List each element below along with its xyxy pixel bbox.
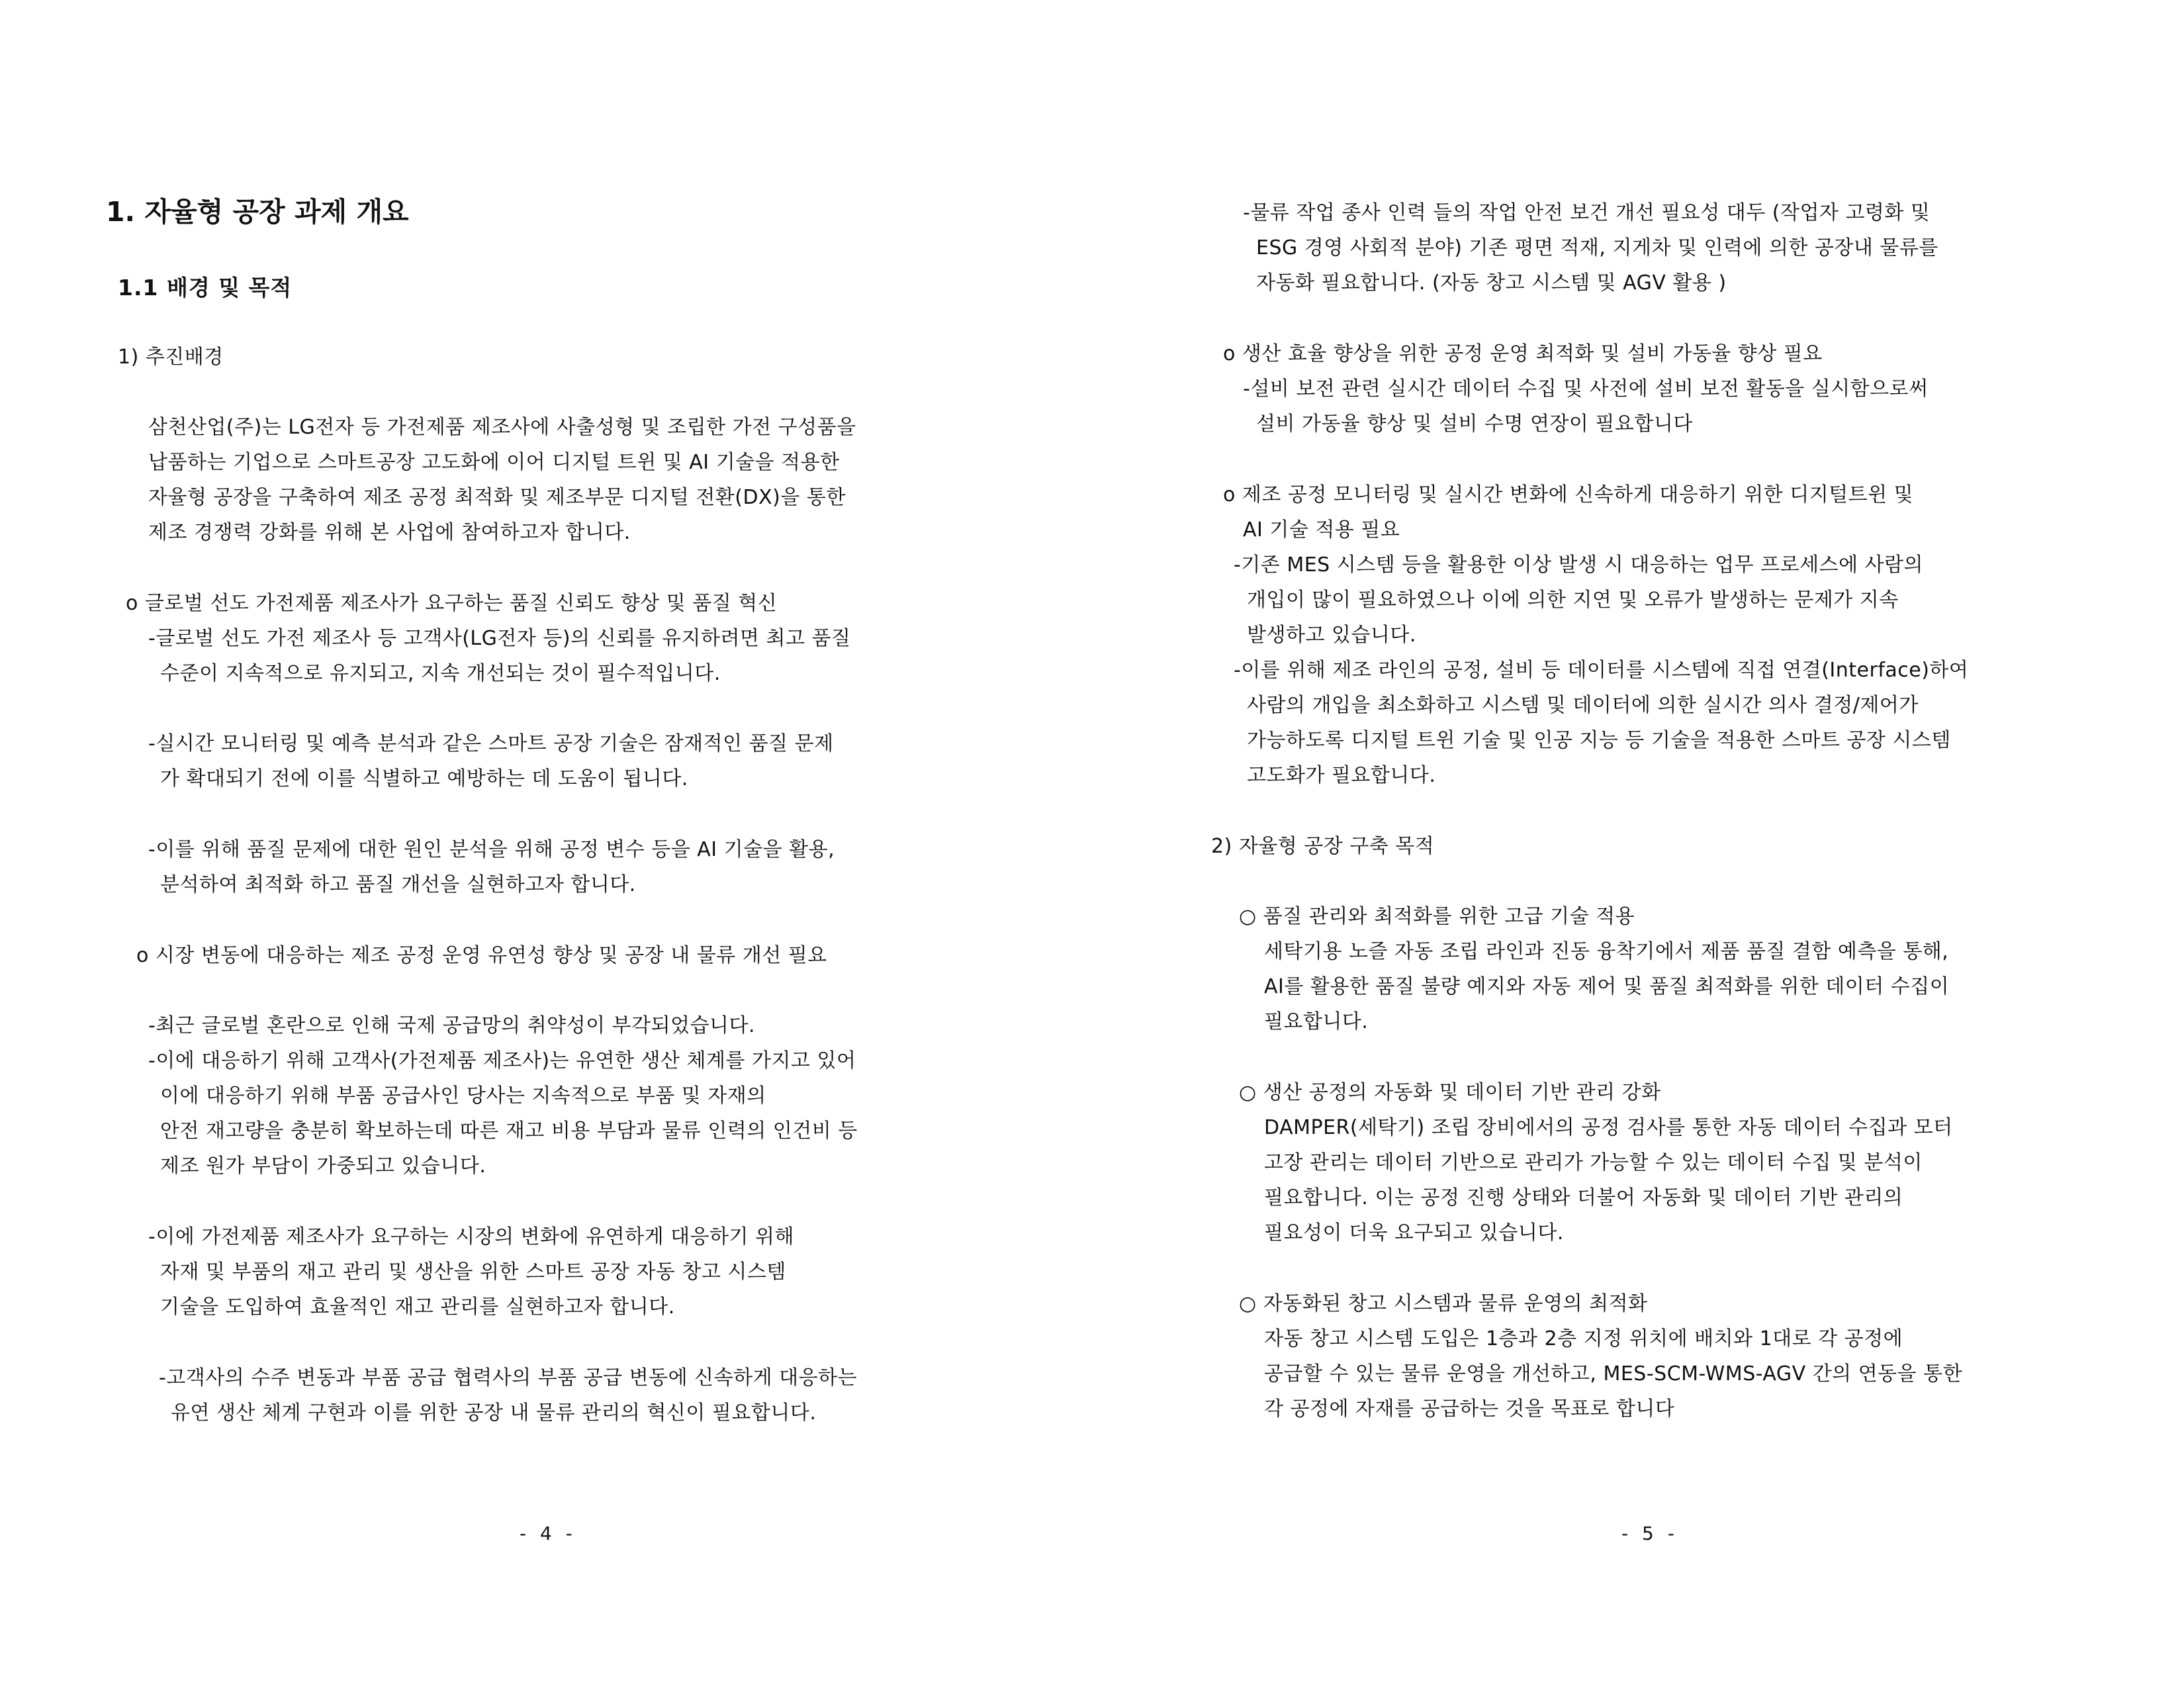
bullet-line: ○ 품질 관리와 최적화를 위한 고급 기술 적용 bbox=[1239, 905, 1635, 928]
text-line: -이를 위해 제조 라인의 공정, 설비 등 데이터를 시스템에 직접 연결(Interface)하여 bbox=[1234, 659, 1969, 682]
text-line: 자율형 공장을 구축하여 제조 공정 최적화 및 제조부문 디지털 전환(DX)을 통한 bbox=[148, 486, 846, 509]
text-line: 고도화가 필요합니다. bbox=[1247, 764, 1436, 787]
bullet-line: o 시장 변동에 대응하는 제조 공정 운영 유연성 향상 및 공장 내 물류 개선 필요 bbox=[136, 944, 827, 967]
text-line: -실시간 모니터링 및 예측 분석과 같은 스마트 공장 기술은 잠재적인 품질 문제 bbox=[148, 732, 834, 755]
page-number: - 4 - bbox=[520, 1523, 576, 1544]
text-line: DAMPER(세탁기) 조립 장비에서의 공정 검사를 통한 자동 데이터 수집과 모터 bbox=[1264, 1116, 1953, 1139]
text-line: -최근 글로벌 혼란으로 인해 국제 공급망의 취약성이 부각되었습니다. bbox=[148, 1014, 756, 1037]
bullet-line: o 생산 효율 향상을 위한 공정 운영 최적화 및 설비 가동율 향상 필요 bbox=[1223, 342, 1823, 365]
text-line: 자동 창고 시스템 도입은 1층과 2층 지정 위치에 배치와 1대로 각 공정에 bbox=[1264, 1327, 1903, 1350]
text-line: 발생하고 있습니다. bbox=[1247, 624, 1416, 647]
text-line: 납품하는 기업으로 스마트공장 고도화에 이어 디지털 트윈 및 AI 기술을 적용한 bbox=[148, 451, 840, 474]
text-line: 필요합니다. 이는 공정 진행 상태와 더불어 자동화 및 데이터 기반 관리의 bbox=[1264, 1186, 1903, 1209]
text-line: 수준이 지속적으로 유지되고, 지속 개선되는 것이 필수적입니다. bbox=[160, 662, 721, 685]
bullet-line: ○ 생산 공정의 자동화 및 데이터 기반 관리 강화 bbox=[1239, 1081, 1661, 1104]
text-line: 가 확대되기 전에 이를 식별하고 예방하는 데 도움이 됩니다. bbox=[160, 767, 688, 790]
bullet-line: ○ 자동화된 창고 시스템과 물류 운영의 최적화 bbox=[1239, 1292, 1648, 1315]
text-line: 자재 및 부품의 재고 관리 및 생산을 위한 스마트 공장 자동 창고 시스템 bbox=[160, 1260, 786, 1284]
text-line: -기존 MES 시스템 등을 활용한 이상 발생 시 대응하는 업무 프로세스에 사람의 bbox=[1234, 553, 1924, 577]
text-line: 제조 원가 부담이 가중되고 있습니다. bbox=[160, 1154, 486, 1178]
text-line: 자동화 필요합니다. (자동 창고 시스템 및 AGV 활용 ) bbox=[1256, 271, 1727, 295]
text-line: AI를 활용한 품질 불량 예지와 자동 제어 및 품질 최적화를 위한 데이터 수집이 bbox=[1264, 975, 1950, 998]
text-line: 공급할 수 있는 물류 운영을 개선하고, MES-SCM-WMS-AGV 간의 연동을 통한 bbox=[1264, 1362, 1963, 1385]
bullet-line: o 글로벌 선도 가전제품 제조사가 요구하는 품질 신뢰도 향상 및 품질 혁신 bbox=[126, 592, 778, 615]
text-line: 제조 경쟁력 강화를 위해 본 사업에 참여하고자 합니다. bbox=[148, 521, 631, 544]
text-line: 유연 생산 체계 구현과 이를 위한 공장 내 물류 관리의 혁신이 필요합니다. bbox=[171, 1401, 817, 1425]
text-line: 기술을 도입하여 효율적인 재고 관리를 실현하고자 합니다. bbox=[160, 1295, 675, 1319]
item-heading: 2) 자율형 공장 구축 목적 bbox=[1211, 835, 1435, 858]
section-title: 1. 자율형 공장 과제 개요 bbox=[106, 196, 409, 228]
text-line: -글로벌 선도 가전 제조사 등 고객사(LG전자 등)의 신뢰를 유지하려면 최고 품질 bbox=[148, 627, 851, 650]
text-line: 삼천산업(주)는 LG전자 등 가전제품 제조사에 사출성형 및 조립한 가전 구성품을 bbox=[148, 416, 856, 439]
text-line: 분석하여 최적화 하고 품질 개선을 실현하고자 합니다. bbox=[160, 873, 636, 896]
text-line: AI 기술 적용 필요 bbox=[1243, 518, 1400, 541]
text-line: 필요성이 더욱 요구되고 있습니다. bbox=[1264, 1221, 1564, 1244]
text-line: -고객사의 수주 변동과 부품 공급 협력사의 부품 공급 변동에 신속하게 대응하는 bbox=[159, 1366, 858, 1389]
text-line: 사람의 개입을 최소화하고 시스템 및 데이터에 의한 실시간 의사 결정/제어가 bbox=[1247, 694, 1919, 717]
text-line: 개입이 많이 필요하였으나 이에 의한 지연 및 오류가 발생하는 문제가 지속 bbox=[1247, 588, 1899, 612]
text-line: -이에 대응하기 위해 고객사(가전제품 제조사)는 유연한 생산 체계를 가지고 있어 bbox=[148, 1049, 856, 1072]
bullet-line: o 제조 공정 모니터링 및 실시간 변화에 신속하게 대응하기 위한 디지털트윈 및 bbox=[1223, 483, 1914, 506]
text-line: 고장 관리는 데이터 기반으로 관리가 가능할 수 있는 데이터 수집 및 분석이 bbox=[1264, 1151, 1923, 1174]
text-line: 가능하도록 디지털 트윈 기술 및 인공 지능 등 기술을 적용한 스마트 공장 시스템 bbox=[1247, 729, 1951, 752]
text-line: 안전 재고량을 충분히 확보하는데 따른 재고 비용 부담과 물류 인력의 인건비 등 bbox=[160, 1119, 858, 1143]
page-number: - 5 - bbox=[1621, 1523, 1678, 1544]
text-line: -물류 작업 종사 인력 들의 작업 안전 보건 개선 필요성 대두 (작업자 고령화 및 bbox=[1243, 201, 1931, 224]
text-line: -설비 보전 관련 실시간 데이터 수집 및 사전에 설비 보전 활동을 실시함으로써 bbox=[1243, 377, 1929, 400]
text-line: -이를 위해 품질 문제에 대한 원인 분석을 위해 공정 변수 등을 AI 기술을 활용, bbox=[148, 838, 835, 861]
text-line: 각 공정에 자재를 공급하는 것을 목표로 합니다 bbox=[1264, 1397, 1675, 1421]
text-line: 이에 대응하기 위해 부품 공급사인 당사는 지속적으로 부품 및 자재의 bbox=[160, 1084, 766, 1107]
text-line: ESG 경영 사회적 분야) 기존 평면 적재, 지게차 및 인력에 의한 공장내 물류를 bbox=[1256, 236, 1938, 259]
text-line: 필요합니다. bbox=[1264, 1010, 1369, 1033]
text-line: 세탁기용 노즐 자동 조립 라인과 진동 융착기에서 제품 품질 결함 예측을 통해, bbox=[1264, 940, 1949, 963]
subsection-title: 1.1 배경 및 목적 bbox=[118, 275, 293, 301]
text-line: 설비 가동율 향상 및 설비 수명 연장이 필요합니다 bbox=[1256, 412, 1693, 436]
text-line: -이에 가전제품 제조사가 요구하는 시장의 변화에 유연하게 대응하기 위해 bbox=[148, 1225, 795, 1248]
item-heading: 1) 추진배경 bbox=[118, 346, 224, 369]
page-right bbox=[1092, 0, 2184, 1688]
